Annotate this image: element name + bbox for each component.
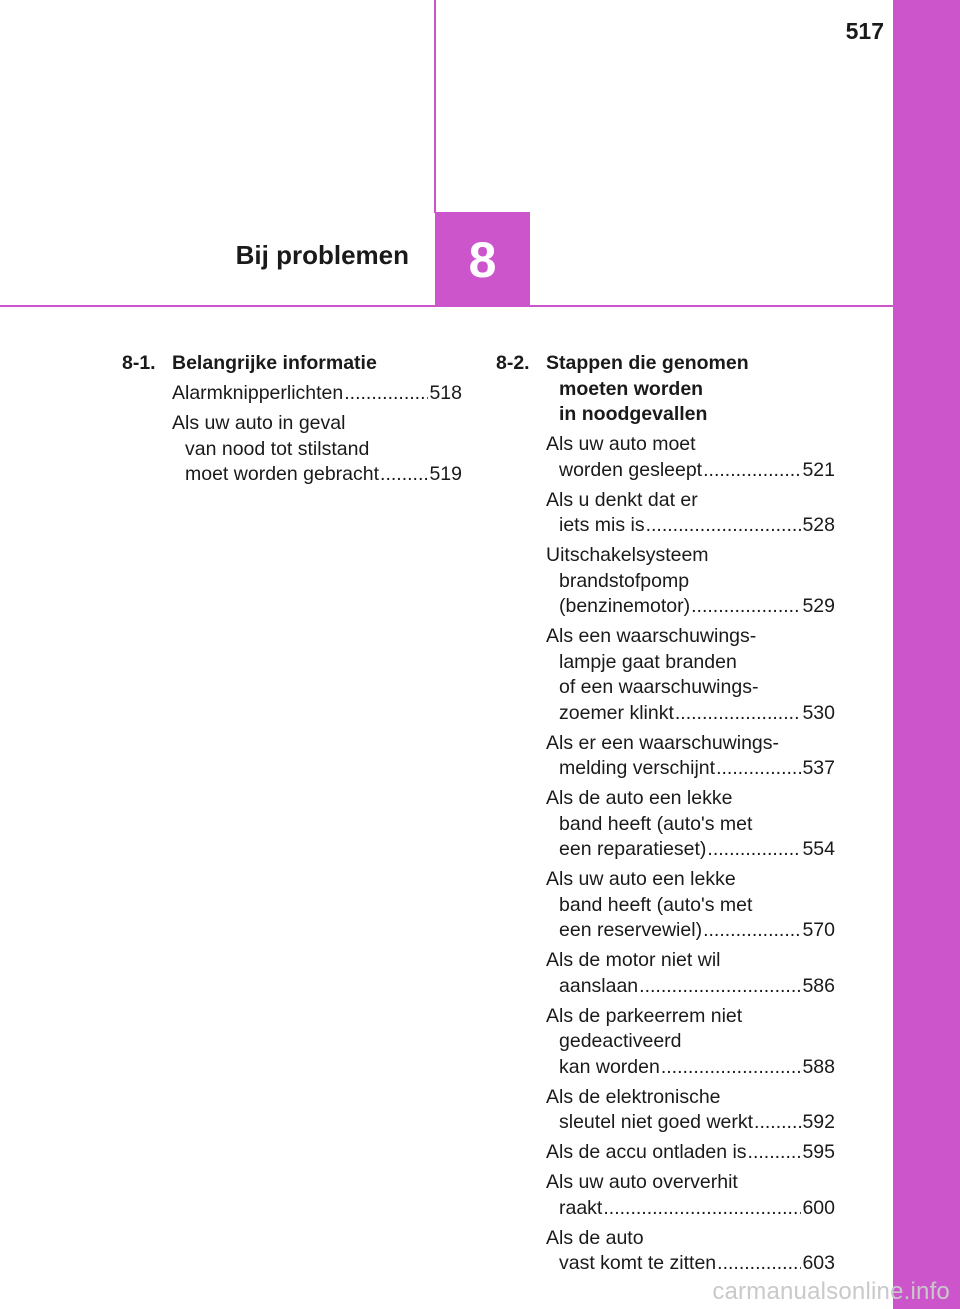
toc-entry[interactable] xyxy=(172,381,462,407)
toc-entry-line: band heeft (auto's met xyxy=(559,893,753,916)
dot-leader xyxy=(707,837,801,863)
chapter-side-band xyxy=(893,0,960,1309)
toc-entry-leader-line xyxy=(546,1110,835,1136)
dot-leader xyxy=(703,458,801,484)
section-title xyxy=(546,351,835,428)
toc-entry-line: zoemer klinkt xyxy=(559,701,674,724)
toc-entry-line: Als de parkeerrem niet xyxy=(546,1004,743,1027)
toc-entry-page: 554 xyxy=(802,838,835,860)
toc-entry-line: of een waarschuwings- xyxy=(559,676,759,698)
dot-leader xyxy=(603,1196,801,1222)
section-title-line: Stappen die genomen xyxy=(546,352,749,374)
toc-entry-line: melding verschijnt xyxy=(559,757,716,779)
toc-entry-leader-line xyxy=(546,756,835,782)
toc-entry-page: 600 xyxy=(802,1196,835,1219)
toc-entry-line: een reparatieset) xyxy=(559,838,707,860)
toc-entry-line: Als uw auto oververhit xyxy=(546,1171,738,1193)
dot-leader xyxy=(716,756,801,782)
dot-leader xyxy=(703,918,801,944)
toc-entry-line: kan worden xyxy=(559,1055,660,1078)
toc-entry-leader-line xyxy=(546,1196,835,1222)
dot-leader xyxy=(717,1251,801,1277)
toc-entry[interactable] xyxy=(546,543,835,620)
toc-entry-line: iets mis is xyxy=(559,514,645,536)
toc-entry-leader-line xyxy=(546,513,835,539)
toc-entry[interactable] xyxy=(546,432,835,483)
toc-section-8-2 xyxy=(496,351,835,1277)
toc-entry-line: Als uw auto een lekke xyxy=(546,868,736,890)
toc-entry-line: Uitschakelsysteem xyxy=(546,544,709,566)
toc-entry[interactable] xyxy=(546,1004,835,1081)
dot-leader xyxy=(646,513,802,539)
section-title xyxy=(172,351,462,377)
toc-entry-line: Als uw auto moet xyxy=(546,433,696,455)
toc-entry-line: Als u denkt dat er xyxy=(546,488,698,511)
toc-entry-page: 570 xyxy=(802,919,835,941)
watermark: carmanualsonline.info xyxy=(712,1278,950,1305)
toc-entry-line: worden gesleept xyxy=(559,458,703,481)
toc-entry[interactable] xyxy=(546,948,835,999)
toc-entry-leader-line xyxy=(546,1140,835,1166)
toc-entry-line: Als de elektronische xyxy=(546,1085,721,1108)
toc-entry-line: moet worden gebracht xyxy=(185,463,380,485)
toc-entry-page: 530 xyxy=(802,701,835,724)
toc-entry-line: sleutel niet goed werkt xyxy=(559,1111,754,1133)
toc-entry-leader-line xyxy=(546,458,835,484)
toc-entry[interactable] xyxy=(546,1085,835,1136)
toc-entry-line: lampje gaat branden xyxy=(559,650,737,673)
toc-entry[interactable] xyxy=(546,731,835,782)
header-vertical-rule xyxy=(434,0,436,213)
toc-entry-page: 528 xyxy=(802,514,835,536)
toc-entry-leader-line xyxy=(172,462,462,488)
toc-entry[interactable] xyxy=(172,411,462,488)
toc-entry-line: vast komt te zitten xyxy=(559,1252,717,1274)
toc-entry-page: 586 xyxy=(802,974,835,997)
toc-entry-line: Als uw auto in geval xyxy=(172,412,346,434)
toc-entry-leader-line xyxy=(546,918,835,944)
toc-entry-line: van nood tot stilstand xyxy=(185,437,370,460)
dot-leader xyxy=(748,1140,802,1166)
toc-entry-line: Als de auto een lekke xyxy=(546,787,733,809)
toc-entries xyxy=(546,432,835,1277)
toc-entry-page: 519 xyxy=(429,463,462,485)
toc-entry-line: Als de auto xyxy=(546,1226,644,1249)
toc-entry-line: band heeft (auto's met xyxy=(559,812,753,835)
toc-entry-leader-line xyxy=(546,594,835,620)
toc-entry-page: 588 xyxy=(802,1055,835,1078)
toc-entry-leader-line xyxy=(546,1251,835,1277)
toc-entry-line: Als de accu ontladen is xyxy=(546,1141,747,1163)
toc-entry-line: raakt xyxy=(559,1196,603,1219)
toc-entry[interactable] xyxy=(546,1170,835,1221)
toc-entry[interactable] xyxy=(546,1140,835,1166)
toc-entry-page: 592 xyxy=(802,1111,835,1133)
toc-entry-page: 603 xyxy=(802,1252,835,1274)
section-title-line: moeten worden xyxy=(559,377,704,400)
dot-leader xyxy=(675,701,802,727)
section-heading xyxy=(496,351,835,428)
section-title-line: Belangrijke informatie xyxy=(172,352,377,374)
toc-entry-leader-line xyxy=(546,1055,835,1081)
toc-entry-line: Als er een waarschuwings- xyxy=(546,731,780,754)
toc-entry-leader-line xyxy=(546,837,835,863)
dot-leader xyxy=(639,974,801,1000)
toc-entry-line: aanslaan xyxy=(559,974,639,997)
toc-entry-page: 518 xyxy=(429,382,462,404)
toc-entry-line: brandstofpomp xyxy=(559,569,690,592)
toc-entry-line: Als de motor niet wil xyxy=(546,949,721,971)
toc-entry-line: Als een waarschuwings- xyxy=(546,625,757,647)
chapter-number-box: 8 xyxy=(435,212,530,307)
toc-entry-line: Alarmknipperlichten xyxy=(172,382,344,404)
section-number: 8-1. xyxy=(122,352,156,374)
toc-entry-leader-line xyxy=(546,974,835,1000)
chapter-title: Bij problemen xyxy=(235,240,409,270)
dot-leader xyxy=(661,1055,802,1081)
toc-entry-line: een reservewiel) xyxy=(559,919,703,941)
dot-leader xyxy=(380,462,428,488)
toc-entries xyxy=(172,381,462,488)
toc-entry-line: (benzinemotor) xyxy=(559,595,691,617)
toc-entry-page: 529 xyxy=(802,595,835,617)
section-title-line: in noodgevallen xyxy=(559,403,708,425)
toc-section-8-1 xyxy=(122,351,462,488)
toc-entry[interactable] xyxy=(546,488,835,539)
toc-entry-page: 521 xyxy=(802,458,835,481)
toc-entry-page: 595 xyxy=(802,1141,835,1163)
section-number: 8-2. xyxy=(496,352,530,374)
toc-entry[interactable] xyxy=(546,786,835,863)
dot-leader xyxy=(344,381,428,407)
section-heading xyxy=(122,351,462,377)
toc-entry-line: gedeactiveerd xyxy=(559,1030,682,1052)
toc-entry-leader-line xyxy=(546,701,835,727)
dot-leader xyxy=(754,1110,801,1136)
toc-entry-leader-line xyxy=(172,381,462,407)
toc-entry[interactable] xyxy=(546,1226,835,1277)
page-number: 517 xyxy=(845,18,884,44)
toc-entry-page: 537 xyxy=(802,757,835,779)
toc-entry[interactable] xyxy=(546,624,835,726)
dot-leader xyxy=(691,594,801,620)
toc-entry[interactable] xyxy=(546,867,835,944)
